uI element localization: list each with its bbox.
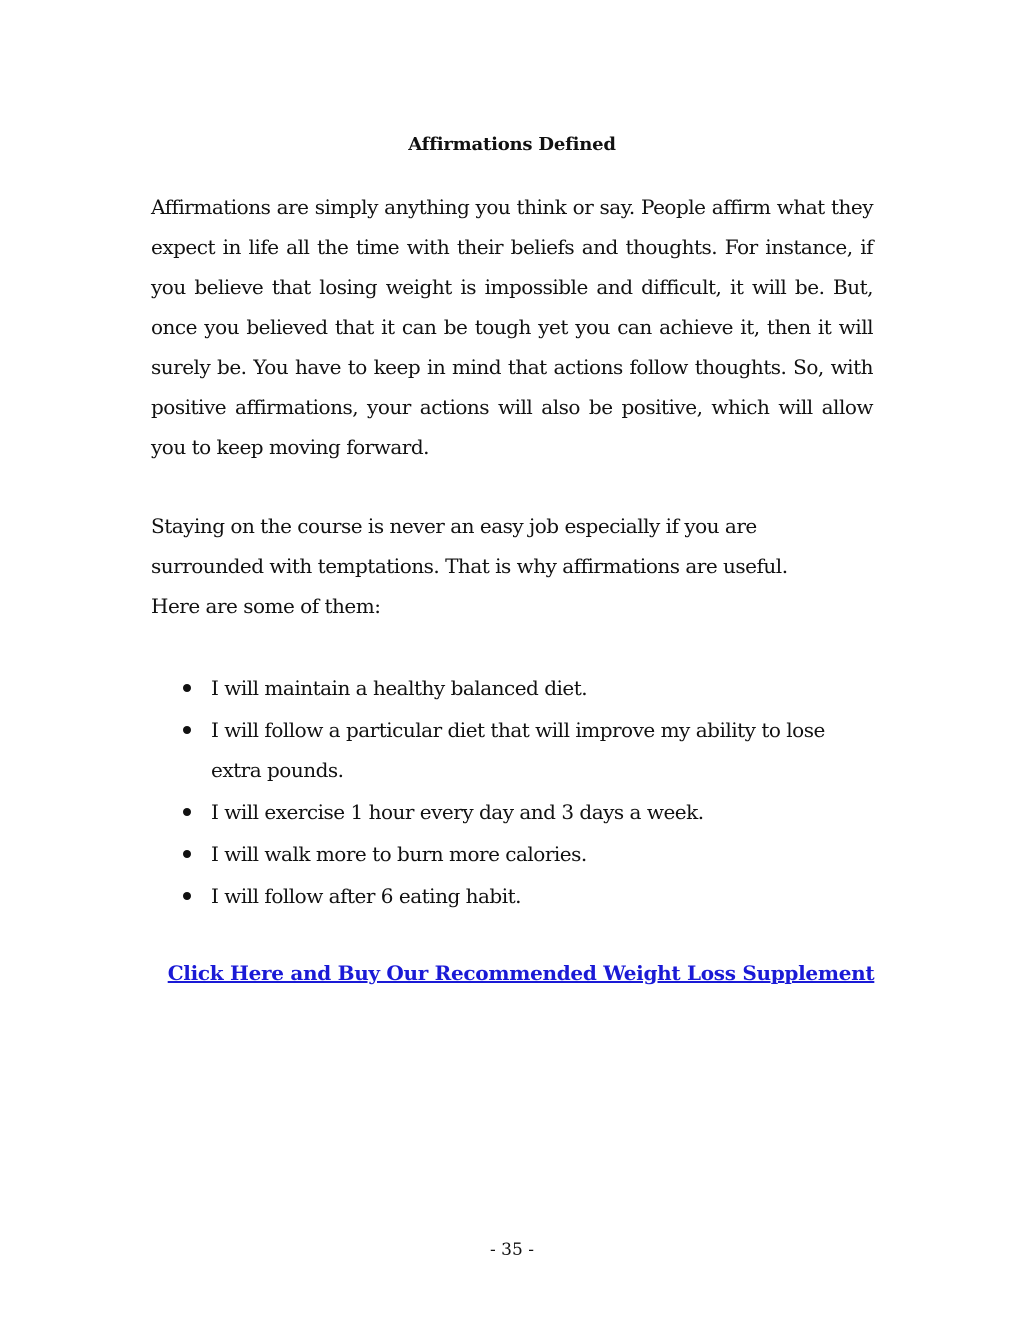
page-title: Affirmations Defined — [408, 134, 616, 155]
list-item — [0, 668, 871, 708]
list-item — [0, 792, 871, 832]
lead-in-paragraph — [151, 506, 873, 626]
buy-supplement-link[interactable]: Click Here and Buy Our Recommended Weight Loss Supplement — [167, 961, 875, 985]
list-item-text: I will follow after 6 eating habit. — [211, 884, 522, 908]
list-item — [0, 834, 871, 874]
lead-in-line: surrounded with temptations. That is why affirmations are useful. — [151, 554, 788, 578]
bullet-icon — [183, 892, 191, 900]
list-item — [0, 710, 871, 790]
lead-in-line: Staying on the course is never an easy job especially if you are — [151, 514, 757, 538]
bullet-icon — [183, 726, 191, 734]
affirmations-list — [0, 668, 1024, 918]
list-item — [0, 876, 871, 916]
list-item-text: I will walk more to burn more calories. — [211, 842, 587, 866]
list-item-text: I will exercise 1 hour every day and 3 days a week. — [211, 800, 704, 824]
intro-paragraph: Affirmations are simply anything you think or say. People affirm what they expect in life all the time with their beliefs and thoughts. For instance, if you believe that losing weight is impossible and difficult, it will be. But, once you believed that it can be tough yet you can achieve it, then it will surely be. You have to keep in mind that actions follow thoughts. So, with positive affirmations, your actions will also be positive, which will allow you to keep moving forward. — [151, 195, 873, 459]
bullet-icon — [183, 808, 191, 816]
page-number: - 35 - — [490, 1240, 534, 1260]
bullet-icon — [183, 684, 191, 692]
list-item-text: I will follow a particular diet that will improve my ability to lose extra pounds. — [211, 718, 825, 782]
list-item-text: I will maintain a healthy balanced diet. — [211, 676, 588, 700]
lead-in-line: Here are some of them: — [151, 594, 381, 618]
bullet-icon — [183, 850, 191, 858]
